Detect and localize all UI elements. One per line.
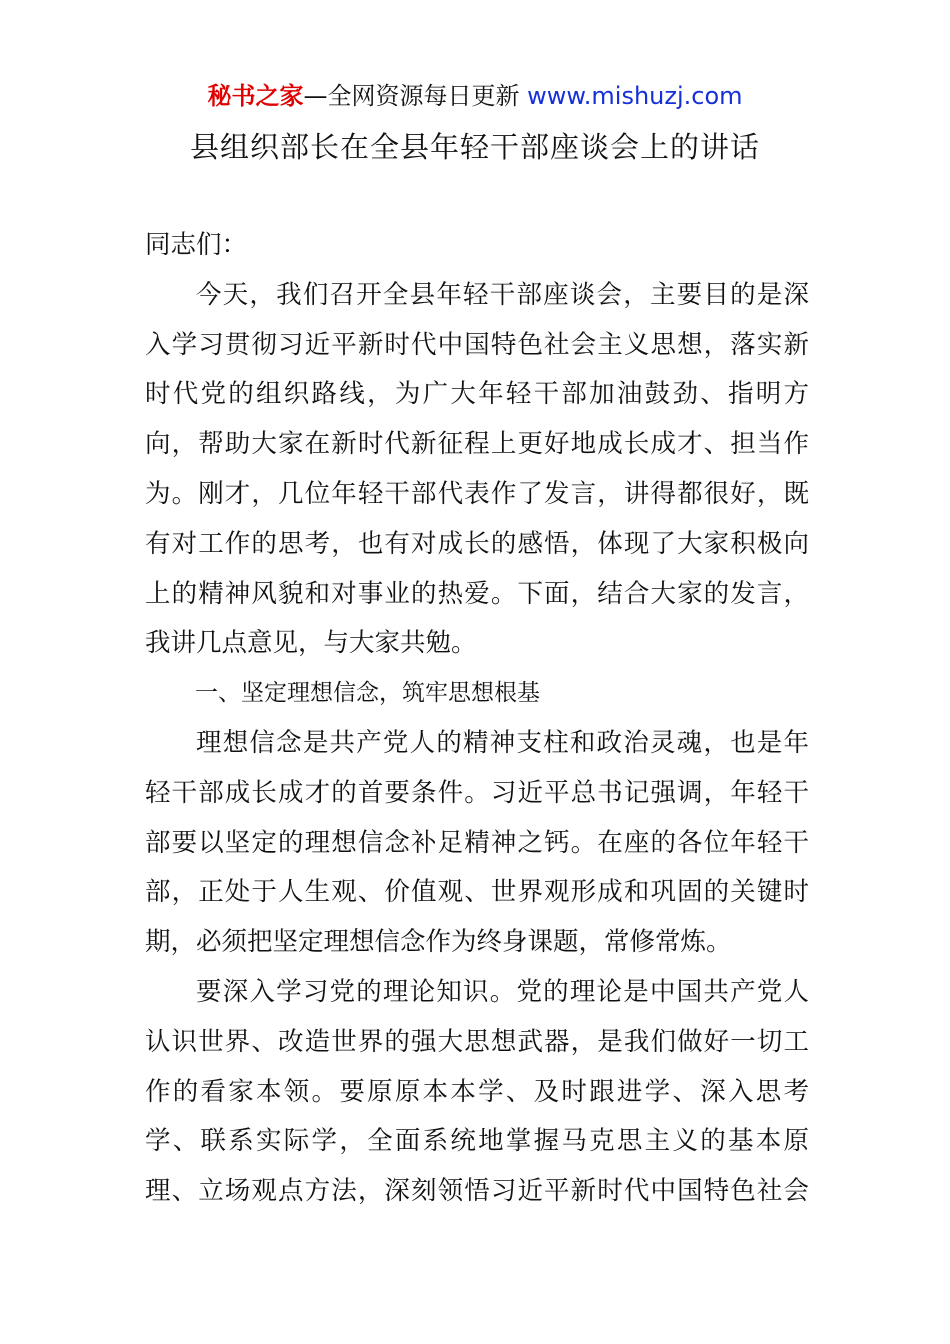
paragraph-line: 理想信念是共产党人的精神支柱和政治灵魂，也是年 bbox=[196, 727, 809, 758]
paragraph-line: 要深入学习党的理论知识。党的理论是中国共产党人 bbox=[196, 976, 809, 1007]
paragraph-line: 我讲几点意见，与大家共勉。 bbox=[145, 628, 477, 659]
paragraph-line: 作的看家本领。要原原本本学、及时跟进学、深入思考 bbox=[145, 1076, 809, 1107]
paragraph-line: 理、立场观点方法，深刻领悟习近平新时代中国特色社会 bbox=[145, 1176, 809, 1207]
paragraph-line: 学、联系实际学，全面系统地掌握马克思主义的基本原 bbox=[145, 1126, 809, 1157]
paragraph-line: 认识世界、改造世界的强大思想武器，是我们做好一切工 bbox=[145, 1026, 809, 1057]
paragraph-line: 时代党的组织路线，为广大年轻干部加油鼓劲、指明方 bbox=[145, 379, 809, 410]
site-tagline: —全网资源每日更新 bbox=[303, 82, 528, 110]
paragraph-line: 向，帮助大家在新时代新征程上更好地成长成才、担当作 bbox=[145, 429, 809, 460]
document-body bbox=[145, 221, 809, 1217]
paragraph-line: 部，正处于人生观、价值观、世界观形成和巩固的关键时 bbox=[145, 877, 809, 908]
site-url-link[interactable]: www.mishuzj.com bbox=[527, 82, 743, 110]
document-title: 县组织部长在全县年轻干部座谈会上的讲话 bbox=[189, 130, 760, 164]
site-brand: 秘书之家 bbox=[207, 82, 304, 110]
paragraph-line: 上的精神风貌和对事业的热爱。下面，结合大家的发言， bbox=[145, 578, 809, 609]
site-header-banner bbox=[0, 78, 950, 114]
paragraph-line: 轻干部成长成才的首要条件。习近平总书记强调，年轻干 bbox=[145, 777, 809, 808]
paragraph-line: 今天，我们召开全县年轻干部座谈会，主要目的是深 bbox=[196, 279, 809, 310]
paragraph-line: 有对工作的思考，也有对成长的感悟，体现了大家积极向 bbox=[145, 528, 809, 559]
section-heading: 一、坚定理想信念，筑牢思想根基 bbox=[195, 680, 540, 707]
salutation: 同志们： bbox=[145, 230, 248, 260]
paragraph-line: 期，必须把坚定理想信念作为终身课题，常修常炼。 bbox=[145, 927, 732, 958]
paragraph-line: 为。刚才，几位年轻干部代表作了发言，讲得都很好，既 bbox=[145, 478, 809, 509]
paragraph-line: 部要以坚定的理想信念补足精神之钙。在座的各位年轻干 bbox=[145, 827, 809, 858]
paragraph-line: 入学习贯彻习近平新时代中国特色社会主义思想，落实新 bbox=[145, 329, 809, 360]
